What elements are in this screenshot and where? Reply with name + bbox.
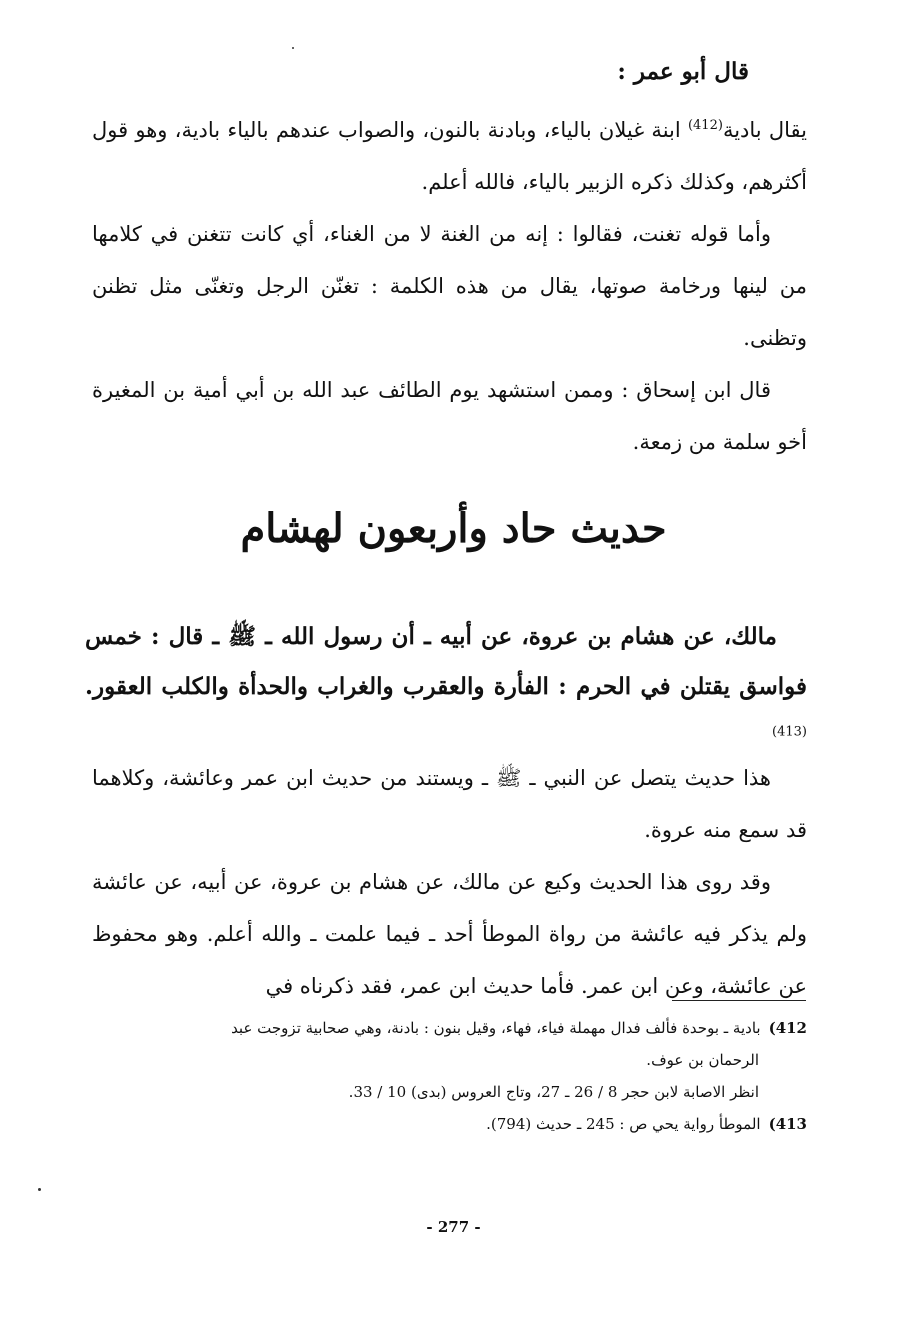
hadith-body: مالك، عن هشام بن عروة، عن أبيه ـ أن رسول الله ـ ﷺ ـ قال : خمس فواسق يقتلن في الحرم : الفأرة والعقرب والغراب والحدأة والكلب العقور. (85, 623, 807, 700)
footnotes (85, 1012, 807, 1140)
footnote-413 (85, 1108, 807, 1140)
paragraph-text: يقال بادية (722, 118, 807, 142)
footnote-text: الموطأ رواية يحي ص : 245 ـ حديث (794). (486, 1115, 761, 1133)
footnote-ref-412: (412) (687, 118, 723, 133)
footnote-text: بادية ـ بوحدة فألف فدال مهملة فياء، فهاء، وقيل بنون : بادنة، وهي صحابية تزوجت عبد (231, 1019, 761, 1037)
footnote-412-source: انظر الاصابة لابن حجر 8 / 26 ـ 27، وتاج العروس (بدى) 10 / 33. (348, 1083, 759, 1101)
paragraph-ibn-ishaq: قال ابن إسحاق : وممن استشهد يوم الطائف عبد الله بن أبي أمية بن المغيرة أخو سلمة من زمعة. (92, 378, 807, 454)
footnote-number: 413) (768, 1115, 807, 1133)
paragraph-taghannat: وأما قوله تغنت، فقالوا : إنه من الغنة لا من الغناء، أي كانت تتغنن في كلامها من لينها ورخامة صوتها، يقال من هذه الكلمة : تغنّن الرجل وتغنّى مثل تظنن وتظنى. (92, 222, 807, 350)
paragraph-badiya (92, 104, 807, 208)
top-text-block (92, 104, 807, 468)
scan-speck (292, 47, 294, 49)
footnote-412-continued: الرحمان بن عوف. (646, 1051, 759, 1069)
page-number: - 277 - (426, 1218, 481, 1236)
footnote-divider (672, 1000, 806, 1001)
commentary-block (92, 752, 807, 1012)
paragraph-commentary-2: وقد روى هذا الحديث وكيع عن مالك، عن هشام بن عروة، عن أبيه، عن عائشة ولم يذكر فيه عائشة من رواة الموطأ أحد ـ فيما علمت ـ والله أعلم. وهو محفوظ عن عائشة، وعن ابن عمر. فأما حديث ابن عمر، فقد ذكرناه في (92, 870, 807, 998)
footnote-number: 412) (768, 1019, 807, 1037)
paragraph-text: ابنة غيلان بالياء، وبادنة بالنون، والصواب عندهم بالياء بادية، وهو قول أكثرهم، وكذلك ذكره الزبير بالياء، فالله أعلم. (92, 118, 807, 194)
footnote-ref-413: (413) (772, 724, 807, 740)
scan-speck (38, 1188, 41, 1191)
speaker-heading: قال أبو عمر : (617, 58, 749, 85)
paragraph-commentary-1: هذا حديث يتصل عن النبي ـ ﷺ ـ ويستند من حديث ابن عمر وعائشة، وكلاهما قد سمع منه عروة. (92, 766, 807, 842)
hadith-text (85, 612, 807, 762)
footnote-412 (85, 1012, 807, 1044)
hadith-block (85, 612, 807, 762)
chapter-title: حديث حاد وأربعون لهشام (240, 505, 667, 552)
